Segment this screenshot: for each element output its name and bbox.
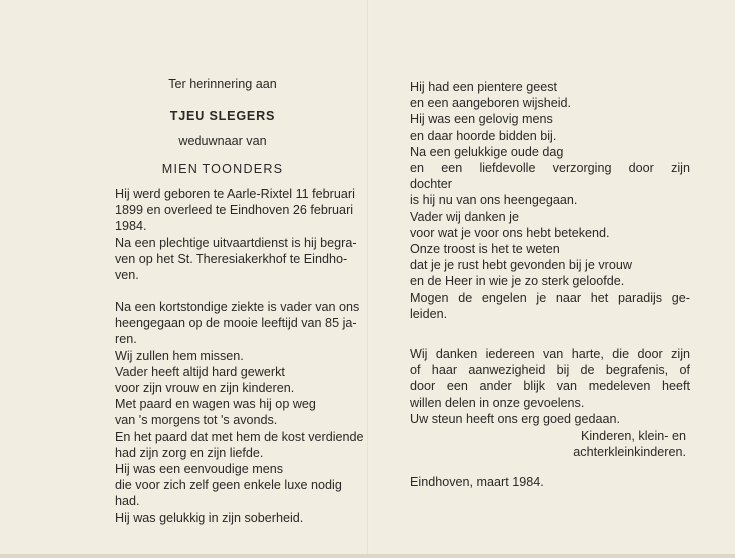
text-line: ven.: [115, 268, 139, 283]
text-line: Mogen de engelen je naar het paradijs ge-: [410, 290, 690, 305]
text-line: had zijn zorg en zijn liefde.: [115, 445, 264, 460]
text-line: Uw steun heeft ons erg goed gedaan.: [410, 411, 621, 426]
birth-paragraph: [115, 186, 357, 283]
text-line: en de Heer in wie je zo sterk geloofde.: [410, 274, 625, 289]
text-line: Vader wij danken je: [410, 209, 519, 224]
card-fold: [367, 0, 369, 558]
deceased-name: TJEU SLEGERS: [169, 109, 276, 123]
text-line: Hij had een pientere geest: [410, 80, 558, 94]
text-line: 1899 en overleed te Eindhoven 26 februari: [115, 203, 354, 218]
text-line: ren.: [115, 332, 137, 347]
text-line: Hij was een eenvoudige mens: [115, 462, 284, 477]
place-date: Eindhoven, maart 1984.: [410, 475, 544, 489]
text-line: Na een gelukkige oude dag: [410, 144, 564, 159]
text-line: Onze troost is het te weten: [410, 242, 560, 257]
text-line: had.: [115, 494, 140, 509]
thanks-paragraph: [410, 346, 690, 427]
text-line: en een aangeboren wijsheid.: [410, 96, 572, 111]
relation-text: weduwnaar van: [178, 134, 267, 148]
poem-paragraph: [410, 79, 690, 322]
text-line: Hij werd geboren te Aarle-Rixtel 11 februari: [115, 187, 355, 201]
text-line: van 's morgens tot 's avonds.: [115, 413, 278, 428]
text-line: Hij was een gelovig mens: [410, 112, 553, 127]
text-line: is hij nu van ons heengegaan.: [410, 193, 578, 208]
spouse-name: MIEN TOONDERS: [161, 162, 284, 176]
text-line: Na een plechtige uitvaartdienst is hij begra-: [115, 235, 357, 250]
text-line: Met paard en wagen was hij op weg: [115, 397, 316, 412]
tribute-paragraph: [115, 299, 364, 526]
signature-line: achterkleinkinderen.: [573, 445, 686, 460]
text-line: Hij was gelukkig in zijn soberheid.: [115, 510, 304, 525]
signature-line: Kinderen, klein- en: [580, 429, 686, 443]
text-line: Wij zullen hem missen.: [115, 348, 244, 363]
card-edge: [0, 554, 735, 558]
text-line: dat je je rust hebt gevonden bij je vrouw: [410, 258, 632, 273]
text-line: door een ander blijk van medeleven heeft: [410, 379, 690, 394]
text-line: en een liefdevolle verzorging door zijn: [410, 161, 690, 176]
text-line: En het paard dat met hem de kost verdiende: [115, 429, 364, 444]
text-line: die voor zich zelf geen enkele luxe nodig: [115, 478, 342, 493]
signature-block: [410, 428, 686, 460]
intro-text: Ter herinnering aan: [168, 77, 277, 91]
text-line: leiden.: [410, 306, 448, 321]
text-line: voor zijn vrouw en zijn kinderen.: [115, 381, 295, 396]
text-line: voor wat je voor ons hebt betekend.: [410, 225, 610, 240]
text-line: 1984.: [115, 219, 147, 234]
text-line: Vader heeft altijd hard gewerkt: [115, 364, 285, 379]
text-line: en daar hoorde bidden bij.: [410, 128, 557, 143]
text-line: ven op het St. Theresiakerkhof te Eindho-: [115, 251, 348, 266]
text-line: of haar aanwezigheid bij de begrafenis, of: [410, 363, 690, 378]
text-line: Na een kortstondige ziekte is vader van ons: [115, 300, 360, 314]
text-line: dochter: [410, 177, 453, 192]
text-line: heengegaan op de mooie leeftijd van 85 ja-: [115, 316, 357, 331]
text-line: Wij danken iedereen van harte, die door zijn: [410, 347, 690, 361]
text-line: willen delen in onze gevoelens.: [410, 395, 585, 410]
